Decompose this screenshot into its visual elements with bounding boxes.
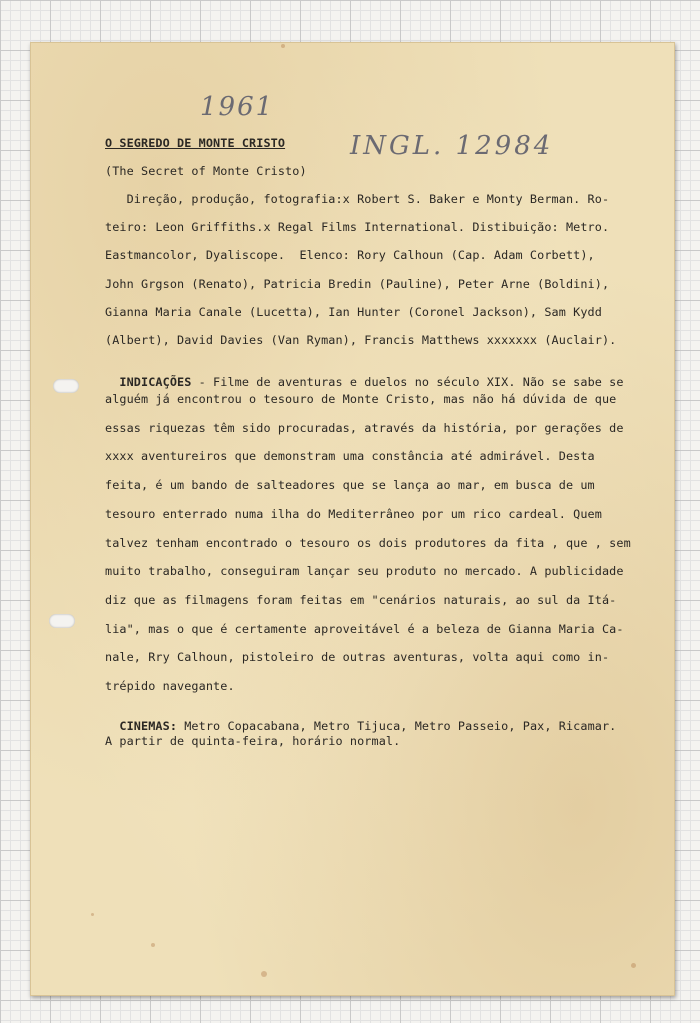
text-line: teiro: Leon Griffiths.x Regal Films International. Distibuição: Metro.: [105, 220, 610, 235]
stain-spot: [631, 963, 636, 968]
punch-hole: [53, 379, 79, 393]
film-title: O SEGREDO DE MONTE CRISTO: [105, 136, 286, 150]
text-line: xxxx aventureiros que demonstram uma constância até admirável. Desta: [105, 449, 595, 464]
text-line: diz que as filmagens foram feitas em "cenários naturais, ao sul da Itá-: [105, 592, 617, 607]
text-line: trépido navegante.: [105, 679, 235, 693]
text-line: Direção, produção, fotografia:x Robert S. Baker e Monty Berman. Ro-: [105, 192, 610, 206]
text-line: nale, Rry Calhoun, pistoleiro de outras aventuras, volta aqui como in-: [105, 650, 610, 665]
stain-spot: [281, 44, 285, 48]
indicacoes-first-text: - Filme de aventuras e duelos no século XIX. Não se sabe se: [191, 374, 624, 389]
text-line: essas riquezas têm sido procuradas, através da história, por gerações de: [105, 420, 624, 435]
indicacoes-first-line: [105, 365, 624, 389]
stain-spot: [151, 943, 155, 947]
text-line: (Albert), David Davies (Van Ryman), Francis Matthews xxxxxxx (Auclair).: [105, 333, 617, 347]
schedule-line: A partir de quinta-feira, horário normal.: [105, 734, 401, 748]
text-line: alguém já encontrou o tesouro de Monte Cristo, mas não há dúvida de que: [105, 392, 617, 406]
text-line: lia", mas o que é certamente aproveitável é a beleza de Gianna Maria Ca-: [105, 621, 624, 636]
text-line: Eastmancolor, Dyaliscope. Elenco: Rory Calhoun (Cap. Adam Corbett),: [105, 248, 595, 263]
cinemas-list: Metro Copacabana, Metro Tijuca, Metro Passeio, Pax, Ricamar.: [177, 718, 617, 733]
text-line: John Grgson (Renato), Patricia Bredin (Pauline), Peter Arne (Boldini),: [105, 276, 610, 291]
text-line: Gianna Maria Canale (Lucetta), Ian Hunter (Coronel Jackson), Sam Kydd: [105, 304, 602, 319]
stain-spot: [261, 971, 267, 977]
punch-hole: [49, 614, 75, 628]
handwritten-reference: INGL. 12984: [350, 131, 554, 161]
film-original-title: (The Secret of Monte Cristo): [105, 164, 307, 178]
handwritten-year: 1961: [200, 92, 275, 122]
text-line: muito trabalho, conseguiram lançar seu produto no mercado. A publicidade: [105, 564, 624, 579]
text-line: feita, é um bando de salteadores que se lança ao mar, em busca de um: [105, 478, 595, 493]
cinemas-label: CINEMAS:: [119, 718, 178, 733]
indicacoes-label: INDICAÇÕES: [119, 374, 192, 389]
cinemas-line: [105, 709, 616, 733]
stain-spot: [91, 913, 94, 916]
text-line: tesouro enterrado numa ilha do Mediterrâneo por um rico cardeal. Quem: [105, 506, 602, 521]
text-line: talvez tenham encontrado o tesouro os dois produtores da fita , que , sem: [105, 535, 631, 550]
